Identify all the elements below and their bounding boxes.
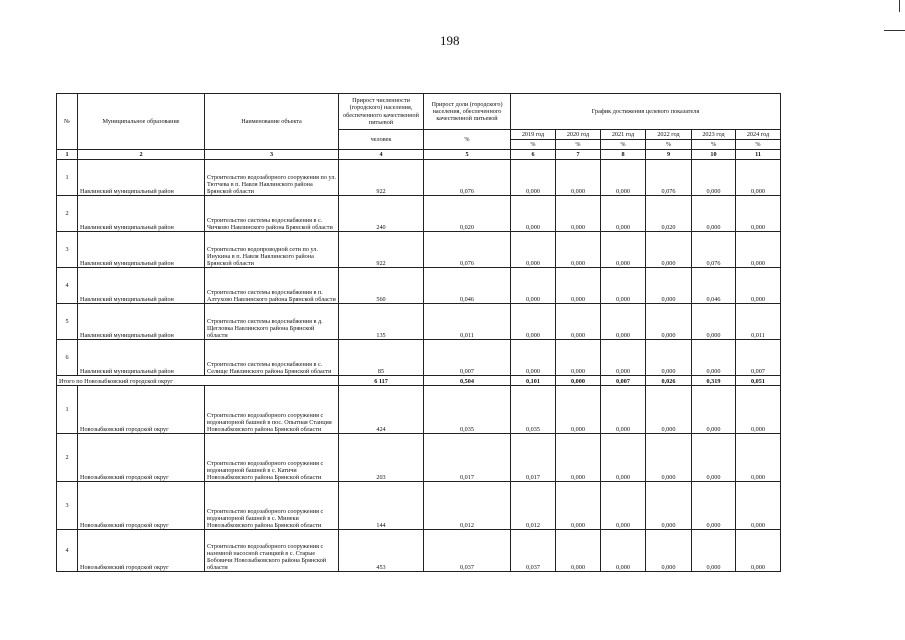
population-cell: 453 [339, 530, 424, 572]
column-index: 8 [601, 150, 646, 160]
table-row [57, 304, 781, 340]
total-label: Итого по Новозыбковский городской округ [57, 376, 339, 386]
table-row [57, 268, 781, 304]
year-value-cell: 0,017 [511, 434, 556, 482]
year-value-cell: 0,000 [646, 530, 692, 572]
data-table [56, 93, 781, 572]
object-cell: Строительство системы водоснабжения в с. Селище Навлинского района Брянской области [205, 340, 339, 376]
column-index: 4 [339, 150, 424, 160]
row-number: 1 [57, 386, 78, 434]
share-cell: 0,017 [424, 434, 511, 482]
share-cell: 0,076 [424, 160, 511, 196]
year-value-cell: 0,035 [511, 386, 556, 434]
object-cell: Строительство водопроводной сети по ул. Инукина в п. Навля Навлинского района Брянской области [205, 232, 339, 268]
municipality-cell: Навлинский муниципальный район [78, 160, 205, 196]
year-value-cell: 0,000 [601, 160, 646, 196]
year-value-cell: 0,000 [692, 530, 736, 572]
table-row [57, 386, 781, 434]
municipality-cell: Навлинский муниципальный район [78, 340, 205, 376]
header-schedule: График достижения целевого показателя [511, 94, 781, 130]
year-value-cell: 0,000 [692, 160, 736, 196]
municipality-cell: Новозыбковский городской округ [78, 530, 205, 572]
share-cell: 0,046 [424, 268, 511, 304]
year-value-cell: 0,000 [692, 196, 736, 232]
year-value-cell: 0,000 [511, 232, 556, 268]
header-year: 2022 год [646, 130, 692, 140]
year-value-cell: 0,076 [692, 232, 736, 268]
year-value-cell: 0,037 [511, 530, 556, 572]
row-number: 4 [57, 268, 78, 304]
column-index: 9 [646, 150, 692, 160]
row-number: 3 [57, 482, 78, 530]
object-cell: Строительство водозаборного сооружения по ул. Тютчева в п. Навля Навлинского района Брянской области [205, 160, 339, 196]
header-unit-pct: % [646, 140, 692, 150]
total-population: 6 117 [339, 376, 424, 386]
object-cell: Строительство водозаборного сооружения с водонапорной башней в с. Катичи Новозыбковского района Брянской области [205, 434, 339, 482]
column-index: 2 [78, 150, 205, 160]
row-number: 2 [57, 196, 78, 232]
table-row [57, 340, 781, 376]
year-value-cell: 0,000 [556, 232, 601, 268]
year-value-cell: 0,000 [601, 434, 646, 482]
header-share-growth: Прирост доли (городского) населения, обеспеченного качественной питьевой [424, 94, 511, 130]
year-value-cell: 0,000 [692, 304, 736, 340]
year-value-cell: 0,000 [601, 530, 646, 572]
object-cell: Строительство водозаборного сооружения с водонапорной башней в пос. Опытная Станция Новозыбковского района Брянской области [205, 386, 339, 434]
table-row [57, 160, 781, 196]
year-value-cell: 0,000 [511, 196, 556, 232]
year-value-cell: 0,000 [601, 268, 646, 304]
row-number: 6 [57, 340, 78, 376]
population-cell: 560 [339, 268, 424, 304]
header-unit-people: человек [339, 130, 424, 150]
object-cell: Строительство системы водоснабжения в д. Щегловка Навлинского района Брянской области [205, 304, 339, 340]
year-value-cell: 0,046 [692, 268, 736, 304]
year-value-cell: 0,000 [736, 530, 781, 572]
header-unit-pct: % [736, 140, 781, 150]
total-year-value: 0,101 [511, 376, 556, 386]
year-value-cell: 0,000 [646, 482, 692, 530]
header-year: 2019 год [511, 130, 556, 140]
year-value-cell: 0,000 [511, 304, 556, 340]
total-share: 0,504 [424, 376, 511, 386]
share-cell: 0,035 [424, 386, 511, 434]
year-value-cell: 0,000 [601, 196, 646, 232]
total-year-value: 0,051 [736, 376, 781, 386]
municipality-cell: Новозыбковский городской округ [78, 386, 205, 434]
total-year-value: 0,007 [601, 376, 646, 386]
year-value-cell: 0,000 [556, 340, 601, 376]
year-value-cell: 0,007 [736, 340, 781, 376]
share-cell: 0,007 [424, 340, 511, 376]
header-unit-pct: % [511, 140, 556, 150]
table-row [57, 482, 781, 530]
share-cell: 0,020 [424, 196, 511, 232]
page-number: 198 [440, 33, 460, 48]
year-value-cell: 0,020 [646, 196, 692, 232]
column-index: 10 [692, 150, 736, 160]
header-object: Наименование объекта [205, 94, 339, 150]
year-value-cell: 0,000 [511, 340, 556, 376]
year-value-cell: 0,000 [646, 340, 692, 376]
table-row [57, 434, 781, 482]
year-value-cell: 0,000 [556, 530, 601, 572]
year-value-cell: 0,000 [646, 434, 692, 482]
year-value-cell: 0,000 [736, 160, 781, 196]
municipality-cell: Новозыбковский городской округ [78, 482, 205, 530]
year-value-cell: 0,000 [601, 340, 646, 376]
year-value-cell: 0,000 [736, 232, 781, 268]
year-value-cell: 0,000 [511, 268, 556, 304]
year-value-cell: 0,000 [736, 434, 781, 482]
year-value-cell: 0,000 [646, 304, 692, 340]
year-value-cell: 0,000 [692, 340, 736, 376]
header-year: 2024 год [736, 130, 781, 140]
year-value-cell: 0,000 [601, 304, 646, 340]
header-municipality: Муниципальное образование [78, 94, 205, 150]
municipality-cell: Навлинский муниципальный район [78, 268, 205, 304]
population-cell: 922 [339, 232, 424, 268]
header-population-growth: Прирост численности (городского) населения, обеспеченного качественной питьевой [339, 94, 424, 130]
year-value-cell: 0,000 [692, 434, 736, 482]
year-value-cell: 0,011 [736, 304, 781, 340]
population-cell: 203 [339, 434, 424, 482]
table-row [57, 530, 781, 572]
edge-mark [884, 30, 905, 31]
edge-mark [899, 0, 900, 12]
total-year-value: 0,319 [692, 376, 736, 386]
header-unit-pct: % [424, 130, 511, 150]
column-index: 1 [57, 150, 78, 160]
population-cell: 424 [339, 386, 424, 434]
row-number: 5 [57, 304, 78, 340]
year-value-cell: 0,000 [601, 482, 646, 530]
municipality-cell: Новозыбковский городской округ [78, 434, 205, 482]
year-value-cell: 0,000 [601, 232, 646, 268]
header-unit-pct: % [601, 140, 646, 150]
header-unit-pct: % [556, 140, 601, 150]
year-value-cell: 0,000 [646, 232, 692, 268]
year-value-cell: 0,000 [556, 268, 601, 304]
year-value-cell: 0,012 [511, 482, 556, 530]
column-index: 11 [736, 150, 781, 160]
municipality-cell: Навлинский муниципальный район [78, 196, 205, 232]
year-value-cell: 0,000 [556, 386, 601, 434]
row-number: 4 [57, 530, 78, 572]
year-value-cell: 0,000 [556, 196, 601, 232]
object-cell: Строительство водозаборного сооружения с наземной насосной станцией в с. Старые Бобовичи Новозыбковского района Брянской области [205, 530, 339, 572]
year-value-cell: 0,000 [556, 304, 601, 340]
row-number: 2 [57, 434, 78, 482]
municipality-cell: Навлинский муниципальный район [78, 232, 205, 268]
table-row [57, 232, 781, 268]
object-cell: Строительство системы водоснабжения в с. Чичково Навлинского района Брянской области [205, 196, 339, 232]
population-cell: 85 [339, 340, 424, 376]
share-cell: 0,012 [424, 482, 511, 530]
header-year: 2020 год [556, 130, 601, 140]
row-number: 1 [57, 160, 78, 196]
column-index: 6 [511, 150, 556, 160]
year-value-cell: 0,000 [736, 386, 781, 434]
column-index: 7 [556, 150, 601, 160]
population-cell: 240 [339, 196, 424, 232]
column-index: 5 [424, 150, 511, 160]
year-value-cell: 0,000 [556, 482, 601, 530]
share-cell: 0,011 [424, 304, 511, 340]
population-cell: 135 [339, 304, 424, 340]
column-index: 3 [205, 150, 339, 160]
year-value-cell: 0,000 [511, 160, 556, 196]
year-value-cell: 0,000 [692, 386, 736, 434]
year-value-cell: 0,000 [646, 268, 692, 304]
year-value-cell: 0,000 [556, 434, 601, 482]
year-value-cell: 0,000 [646, 386, 692, 434]
header-year: 2021 год [601, 130, 646, 140]
object-cell: Строительство системы водоснабжения в п. Алтухово Навлинского района Брянской области [205, 268, 339, 304]
year-value-cell: 0,076 [646, 160, 692, 196]
year-value-cell: 0,000 [736, 268, 781, 304]
header-year: 2023 год [692, 130, 736, 140]
object-cell: Строительство водозаборного сооружения с водонапорной башней в с. Минеки Новозыбковского района Брянской области [205, 482, 339, 530]
share-cell: 0,076 [424, 232, 511, 268]
year-value-cell: 0,000 [692, 482, 736, 530]
population-cell: 922 [339, 160, 424, 196]
row-number: 3 [57, 232, 78, 268]
header-unit-pct: % [692, 140, 736, 150]
year-value-cell: 0,000 [736, 196, 781, 232]
year-value-cell: 0,000 [736, 482, 781, 530]
total-year-value: 0,026 [646, 376, 692, 386]
table-row [57, 196, 781, 232]
municipality-cell: Навлинский муниципальный район [78, 304, 205, 340]
year-value-cell: 0,000 [601, 386, 646, 434]
year-value-cell: 0,000 [556, 160, 601, 196]
population-cell: 144 [339, 482, 424, 530]
header-no: № [57, 94, 78, 150]
total-year-value: 0,000 [556, 376, 601, 386]
share-cell: 0,037 [424, 530, 511, 572]
